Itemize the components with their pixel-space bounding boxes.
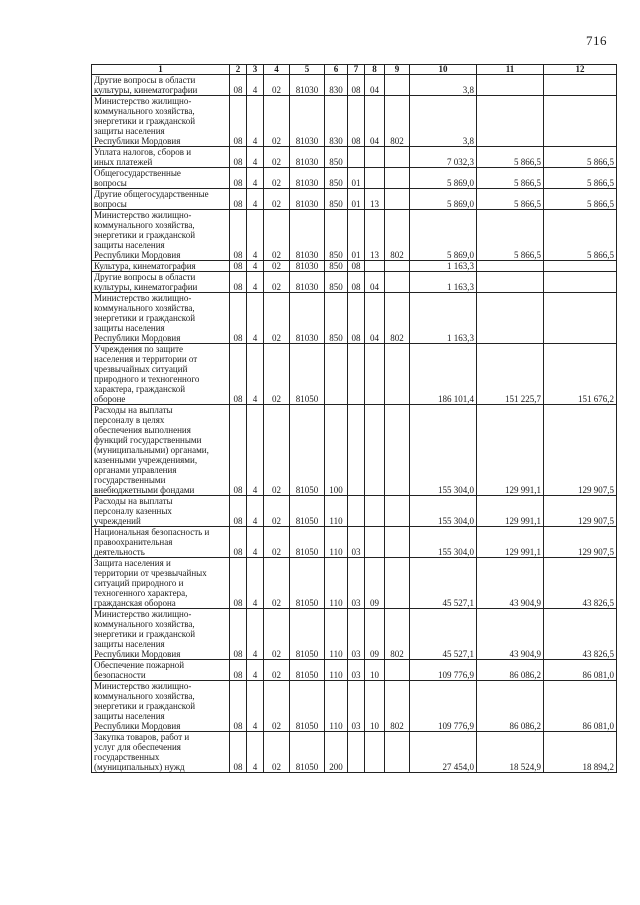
table-row <box>92 558 617 609</box>
cell-col-3: 4 <box>247 732 264 773</box>
table-row <box>92 732 617 773</box>
cell-col-2: 08 <box>230 344 247 405</box>
cell-col-10: 1 163,3 <box>410 293 477 344</box>
row-name-cell: Закупка товаров, работ и услуг для обеспечения государственных (муниципальных) нужд <box>92 732 230 773</box>
cell-col-9 <box>385 732 410 773</box>
cell-col-3: 4 <box>247 96 264 147</box>
cell-col-5: 81050 <box>290 405 325 496</box>
table-row <box>92 75 617 96</box>
cell-col-2: 08 <box>230 210 247 261</box>
cell-col-8: 09 <box>365 558 385 609</box>
column-header-6: 6 <box>325 65 348 75</box>
cell-col-5: 81030 <box>290 261 325 272</box>
cell-col-5: 81030 <box>290 189 325 210</box>
table-row <box>92 660 617 681</box>
cell-col-6: 110 <box>325 558 348 609</box>
cell-col-3: 4 <box>247 496 264 527</box>
cell-col-7: 03 <box>348 660 365 681</box>
cell-col-12: 129 907,5 <box>544 527 617 558</box>
cell-col-7: 08 <box>348 261 365 272</box>
cell-col-6: 850 <box>325 272 348 293</box>
cell-col-5: 81050 <box>290 732 325 773</box>
cell-col-4: 02 <box>264 660 290 681</box>
cell-col-6: 850 <box>325 189 348 210</box>
table-row <box>92 96 617 147</box>
cell-col-4: 02 <box>264 147 290 168</box>
cell-col-12 <box>544 96 617 147</box>
cell-col-9: 802 <box>385 96 410 147</box>
cell-col-2: 08 <box>230 496 247 527</box>
column-header-5: 5 <box>290 65 325 75</box>
cell-col-11: 5 866,5 <box>477 168 544 189</box>
cell-col-7: 01 <box>348 210 365 261</box>
cell-col-12 <box>544 272 617 293</box>
row-name-cell: Общегосударственные вопросы <box>92 168 230 189</box>
cell-col-3: 4 <box>247 75 264 96</box>
cell-col-3: 4 <box>247 168 264 189</box>
table-row <box>92 496 617 527</box>
cell-col-7 <box>348 496 365 527</box>
cell-col-12: 129 907,5 <box>544 496 617 527</box>
cell-col-12: 129 907,5 <box>544 405 617 496</box>
cell-col-9 <box>385 189 410 210</box>
cell-col-8 <box>365 168 385 189</box>
cell-col-11 <box>477 272 544 293</box>
cell-col-11: 129 991,1 <box>477 527 544 558</box>
table-row <box>92 272 617 293</box>
cell-col-10: 3,8 <box>410 96 477 147</box>
cell-col-2: 08 <box>230 189 247 210</box>
cell-col-11: 43 904,9 <box>477 558 544 609</box>
cell-col-11: 43 904,9 <box>477 609 544 660</box>
cell-col-8: 10 <box>365 681 385 732</box>
column-header-3: 3 <box>247 65 264 75</box>
cell-col-11: 18 524,9 <box>477 732 544 773</box>
cell-col-6: 850 <box>325 210 348 261</box>
cell-col-10: 155 304,0 <box>410 527 477 558</box>
cell-col-4: 02 <box>264 732 290 773</box>
cell-col-5: 81030 <box>290 293 325 344</box>
cell-col-2: 08 <box>230 660 247 681</box>
header-row <box>92 65 617 75</box>
cell-col-3: 4 <box>247 660 264 681</box>
cell-col-6: 200 <box>325 732 348 773</box>
column-header-8: 8 <box>365 65 385 75</box>
cell-col-11: 86 086,2 <box>477 681 544 732</box>
cell-col-5: 81030 <box>290 272 325 293</box>
cell-col-2: 08 <box>230 527 247 558</box>
cell-col-8: 04 <box>365 272 385 293</box>
row-name-cell: Национальная безопасность и правоохранительная деятельность <box>92 527 230 558</box>
cell-col-10: 27 454,0 <box>410 732 477 773</box>
cell-col-8: 04 <box>365 96 385 147</box>
cell-col-9 <box>385 75 410 96</box>
cell-col-9: 802 <box>385 210 410 261</box>
cell-col-3: 4 <box>247 293 264 344</box>
cell-col-8 <box>365 344 385 405</box>
cell-col-5: 81030 <box>290 210 325 261</box>
cell-col-9 <box>385 558 410 609</box>
cell-col-11: 129 991,1 <box>477 496 544 527</box>
table-row <box>92 609 617 660</box>
row-name-cell: Министерство жилищно- коммунального хозяйства, энергетики и гражданской защиты населения Республики Мордовия <box>92 293 230 344</box>
cell-col-10: 155 304,0 <box>410 405 477 496</box>
cell-col-2: 08 <box>230 168 247 189</box>
column-header-9: 9 <box>385 65 410 75</box>
cell-col-3: 4 <box>247 189 264 210</box>
cell-col-3: 4 <box>247 681 264 732</box>
cell-col-6: 850 <box>325 261 348 272</box>
cell-col-11: 5 866,5 <box>477 210 544 261</box>
cell-col-12: 43 826,5 <box>544 609 617 660</box>
cell-col-8 <box>365 261 385 272</box>
cell-col-4: 02 <box>264 210 290 261</box>
cell-col-10: 5 869,0 <box>410 168 477 189</box>
cell-col-3: 4 <box>247 558 264 609</box>
cell-col-12: 5 866,5 <box>544 168 617 189</box>
cell-col-12 <box>544 261 617 272</box>
column-header-4: 4 <box>264 65 290 75</box>
cell-col-12: 86 081,0 <box>544 660 617 681</box>
cell-col-5: 81030 <box>290 168 325 189</box>
cell-col-2: 08 <box>230 558 247 609</box>
cell-col-3: 4 <box>247 527 264 558</box>
cell-col-8: 10 <box>365 660 385 681</box>
cell-col-9: 802 <box>385 609 410 660</box>
table-row <box>92 405 617 496</box>
cell-col-6: 830 <box>325 75 348 96</box>
cell-col-7: 08 <box>348 75 365 96</box>
cell-col-6: 100 <box>325 405 348 496</box>
row-name-cell: Министерство жилищно- коммунального хозяйства, энергетики и гражданской защиты населения Республики Мордовия <box>92 210 230 261</box>
cell-col-9 <box>385 147 410 168</box>
cell-col-6 <box>325 344 348 405</box>
cell-col-5: 81050 <box>290 660 325 681</box>
cell-col-4: 02 <box>264 681 290 732</box>
cell-col-10: 1 163,3 <box>410 272 477 293</box>
cell-col-7: 03 <box>348 609 365 660</box>
cell-col-8: 13 <box>365 210 385 261</box>
cell-col-4: 02 <box>264 496 290 527</box>
cell-col-10: 3,8 <box>410 75 477 96</box>
cell-col-5: 81050 <box>290 496 325 527</box>
cell-col-5: 81050 <box>290 609 325 660</box>
page-number: 716 <box>586 33 607 48</box>
table-row <box>92 527 617 558</box>
table-row <box>92 147 617 168</box>
row-name-cell: Защита населения и территории от чрезвычайных ситуаций природного и техногенного характера, гражданская оборона <box>92 558 230 609</box>
cell-col-8: 04 <box>365 75 385 96</box>
cell-col-10: 155 304,0 <box>410 496 477 527</box>
cell-col-9 <box>385 344 410 405</box>
budget-table <box>91 64 617 773</box>
table-row <box>92 344 617 405</box>
row-name-cell: Учреждения по защите населения и территории от чрезвычайных ситуаций природного и техногенного характера, гражданской обороне <box>92 344 230 405</box>
cell-col-4: 02 <box>264 189 290 210</box>
cell-col-2: 08 <box>230 681 247 732</box>
table-body <box>92 75 617 773</box>
cell-col-2: 08 <box>230 293 247 344</box>
cell-col-11: 5 866,5 <box>477 147 544 168</box>
cell-col-11 <box>477 261 544 272</box>
cell-col-10: 45 527,1 <box>410 609 477 660</box>
cell-col-5: 81030 <box>290 96 325 147</box>
row-name-cell: Другие вопросы в области культуры, кинематографии <box>92 75 230 96</box>
cell-col-5: 81050 <box>290 681 325 732</box>
cell-col-7 <box>348 732 365 773</box>
cell-col-3: 4 <box>247 210 264 261</box>
cell-col-9 <box>385 496 410 527</box>
table-row <box>92 681 617 732</box>
cell-col-2: 08 <box>230 147 247 168</box>
cell-col-9 <box>385 405 410 496</box>
cell-col-9 <box>385 168 410 189</box>
cell-col-4: 02 <box>264 293 290 344</box>
cell-col-12: 151 676,2 <box>544 344 617 405</box>
cell-col-7 <box>348 405 365 496</box>
cell-col-7: 08 <box>348 96 365 147</box>
cell-col-7: 03 <box>348 558 365 609</box>
cell-col-7: 08 <box>348 293 365 344</box>
cell-col-5: 81050 <box>290 527 325 558</box>
cell-col-7: 03 <box>348 527 365 558</box>
cell-col-11 <box>477 75 544 96</box>
row-name-cell: Министерство жилищно- коммунального хозяйства, энергетики и гражданской защиты населения Республики Мордовия <box>92 609 230 660</box>
cell-col-2: 08 <box>230 75 247 96</box>
row-name-cell: Другие общегосударственные вопросы <box>92 189 230 210</box>
cell-col-10: 45 527,1 <box>410 558 477 609</box>
table-row <box>92 210 617 261</box>
cell-col-11: 86 086,2 <box>477 660 544 681</box>
cell-col-12: 5 866,5 <box>544 147 617 168</box>
cell-col-7: 03 <box>348 681 365 732</box>
cell-col-11 <box>477 96 544 147</box>
row-name-cell: Расходы на выплаты персоналу казенных учреждений <box>92 496 230 527</box>
cell-col-5: 81050 <box>290 558 325 609</box>
column-header-1: 1 <box>92 65 230 75</box>
cell-col-8 <box>365 527 385 558</box>
row-name-cell: Министерство жилищно- коммунального хозяйства, энергетики и гражданской защиты населения Республики Мордовия <box>92 681 230 732</box>
cell-col-7: 01 <box>348 189 365 210</box>
row-name-cell: Уплата налогов, сборов и иных платежей <box>92 147 230 168</box>
cell-col-7 <box>348 344 365 405</box>
cell-col-3: 4 <box>247 147 264 168</box>
cell-col-11 <box>477 293 544 344</box>
cell-col-12: 5 866,5 <box>544 189 617 210</box>
row-name-cell: Культура, кинематография <box>92 261 230 272</box>
cell-col-6: 110 <box>325 681 348 732</box>
cell-col-7: 01 <box>348 168 365 189</box>
cell-col-7 <box>348 147 365 168</box>
cell-col-6: 110 <box>325 527 348 558</box>
cell-col-3: 4 <box>247 272 264 293</box>
cell-col-8 <box>365 732 385 773</box>
cell-col-2: 08 <box>230 609 247 660</box>
cell-col-8 <box>365 147 385 168</box>
cell-col-6: 830 <box>325 96 348 147</box>
column-header-10: 10 <box>410 65 477 75</box>
cell-col-8: 13 <box>365 189 385 210</box>
row-name-cell: Расходы на выплаты персоналу в целях обеспечения выполнения функций государственными (муниципальными) органами, казенными учреждениями, органами управления государственными внебюджетными фондами <box>92 405 230 496</box>
cell-col-4: 02 <box>264 96 290 147</box>
cell-col-8 <box>365 496 385 527</box>
cell-col-4: 02 <box>264 405 290 496</box>
table-row <box>92 293 617 344</box>
table-row <box>92 261 617 272</box>
cell-col-10: 5 869,0 <box>410 189 477 210</box>
cell-col-4: 02 <box>264 168 290 189</box>
cell-col-9 <box>385 660 410 681</box>
cell-col-9 <box>385 272 410 293</box>
cell-col-4: 02 <box>264 272 290 293</box>
cell-col-6: 110 <box>325 496 348 527</box>
cell-col-3: 4 <box>247 344 264 405</box>
row-name-cell: Другие вопросы в области культуры, кинематографии <box>92 272 230 293</box>
cell-col-3: 4 <box>247 261 264 272</box>
cell-col-3: 4 <box>247 609 264 660</box>
cell-col-12: 86 081,0 <box>544 681 617 732</box>
cell-col-6: 110 <box>325 660 348 681</box>
cell-col-12: 43 826,5 <box>544 558 617 609</box>
cell-col-10: 109 776,9 <box>410 660 477 681</box>
cell-col-4: 02 <box>264 558 290 609</box>
cell-col-5: 81030 <box>290 147 325 168</box>
cell-col-10: 109 776,9 <box>410 681 477 732</box>
cell-col-11: 129 991,1 <box>477 405 544 496</box>
table-row <box>92 168 617 189</box>
cell-col-8: 09 <box>365 609 385 660</box>
column-header-12: 12 <box>544 65 617 75</box>
cell-col-2: 08 <box>230 261 247 272</box>
cell-col-4: 02 <box>264 344 290 405</box>
cell-col-6: 850 <box>325 293 348 344</box>
cell-col-9 <box>385 527 410 558</box>
cell-col-12 <box>544 293 617 344</box>
cell-col-6: 850 <box>325 168 348 189</box>
cell-col-6: 110 <box>325 609 348 660</box>
cell-col-5: 81030 <box>290 75 325 96</box>
cell-col-2: 08 <box>230 272 247 293</box>
cell-col-11: 5 866,5 <box>477 189 544 210</box>
cell-col-8 <box>365 405 385 496</box>
cell-col-4: 02 <box>264 261 290 272</box>
cell-col-10: 186 101,4 <box>410 344 477 405</box>
cell-col-9 <box>385 261 410 272</box>
cell-col-10: 5 869,0 <box>410 210 477 261</box>
cell-col-2: 08 <box>230 732 247 773</box>
row-name-cell: Министерство жилищно- коммунального хозяйства, энергетики и гражданской защиты населения Республики Мордовия <box>92 96 230 147</box>
cell-col-4: 02 <box>264 527 290 558</box>
table-row <box>92 189 617 210</box>
cell-col-10: 1 163,3 <box>410 261 477 272</box>
cell-col-5: 81050 <box>290 344 325 405</box>
column-header-11: 11 <box>477 65 544 75</box>
cell-col-9: 802 <box>385 681 410 732</box>
cell-col-8: 04 <box>365 293 385 344</box>
column-header-7: 7 <box>348 65 365 75</box>
cell-col-7: 08 <box>348 272 365 293</box>
row-name-cell: Обеспечение пожарной безопасности <box>92 660 230 681</box>
cell-col-4: 02 <box>264 609 290 660</box>
cell-col-11: 151 225,7 <box>477 344 544 405</box>
cell-col-12: 5 866,5 <box>544 210 617 261</box>
cell-col-4: 02 <box>264 75 290 96</box>
cell-col-9: 802 <box>385 293 410 344</box>
cell-col-2: 08 <box>230 96 247 147</box>
cell-col-2: 08 <box>230 405 247 496</box>
cell-col-3: 4 <box>247 405 264 496</box>
cell-col-12 <box>544 75 617 96</box>
cell-col-6: 850 <box>325 147 348 168</box>
column-header-2: 2 <box>230 65 247 75</box>
cell-col-10: 7 032,3 <box>410 147 477 168</box>
cell-col-12: 18 894,2 <box>544 732 617 773</box>
